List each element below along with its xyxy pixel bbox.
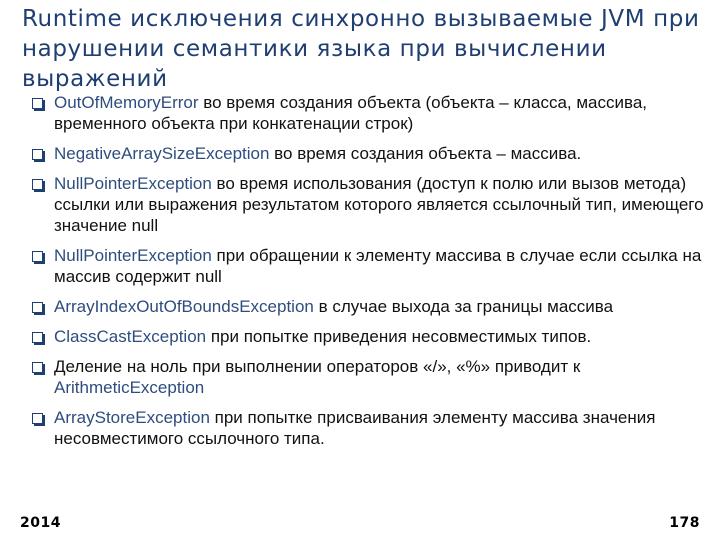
exception-name: ArrayStoreException (54, 408, 210, 427)
square-bullet-icon (32, 332, 43, 343)
square-bullet-icon (32, 362, 43, 373)
page-number: 178 (669, 515, 700, 531)
bullet-item (32, 143, 704, 164)
square-bullet-icon (32, 302, 43, 313)
exception-name: NullPointerException (54, 246, 212, 265)
square-bullet-icon (32, 179, 43, 190)
bullet-list (32, 92, 704, 458)
exception-name: ClassCastException (54, 327, 207, 346)
exception-name: ArithmeticException (54, 378, 205, 397)
bullet-text: во время создания объекта (объекта – класса, массива, временного объекта при конкатенации строк) (54, 93, 648, 133)
bullet-item (32, 296, 704, 317)
bullet-text: при обращении к элементу массива в случае если ссылка на массив содержит null (54, 246, 702, 286)
exception-name: OutOfMemoryError (54, 93, 199, 112)
bullet-item (32, 245, 704, 287)
bullet-text: при попытке присваивания элементу массива значения несовместимого ссылочного типа. (54, 408, 656, 448)
bullet-item (32, 407, 704, 449)
slide-title: Runtime исключения синхронно вызываемые JVM при нарушении семантики языка при вычислении выражений (22, 6, 700, 92)
bullet-text: во время создания объекта – массива. (269, 144, 582, 163)
bullet-text: во время использования (доступ к полю или вызов метода) ссылки или выражения результатом которого является ссылочный тип, имеющего значение null (54, 174, 704, 235)
square-bullet-icon (32, 413, 43, 424)
square-bullet-icon (32, 98, 43, 109)
square-bullet-icon (32, 251, 43, 262)
footer-year: 2014 (20, 515, 61, 531)
bullet-text: при попытке приведения несовместимых типов. (206, 327, 592, 346)
bullet-text: в случае выхода за границы массива (313, 297, 614, 316)
bullet-text: Деление на ноль при выполнении операторов «/», «%» приводит к (54, 357, 581, 376)
bullet-item (32, 326, 704, 347)
exception-name: NegativeArraySizeException (54, 144, 270, 163)
square-bullet-icon (32, 149, 43, 160)
bullet-item (32, 173, 704, 236)
bullet-item (32, 356, 704, 398)
bullet-item (32, 92, 704, 134)
exception-name: ArrayIndexOutOfBoundsException (54, 297, 314, 316)
exception-name: NullPointerException (54, 174, 212, 193)
